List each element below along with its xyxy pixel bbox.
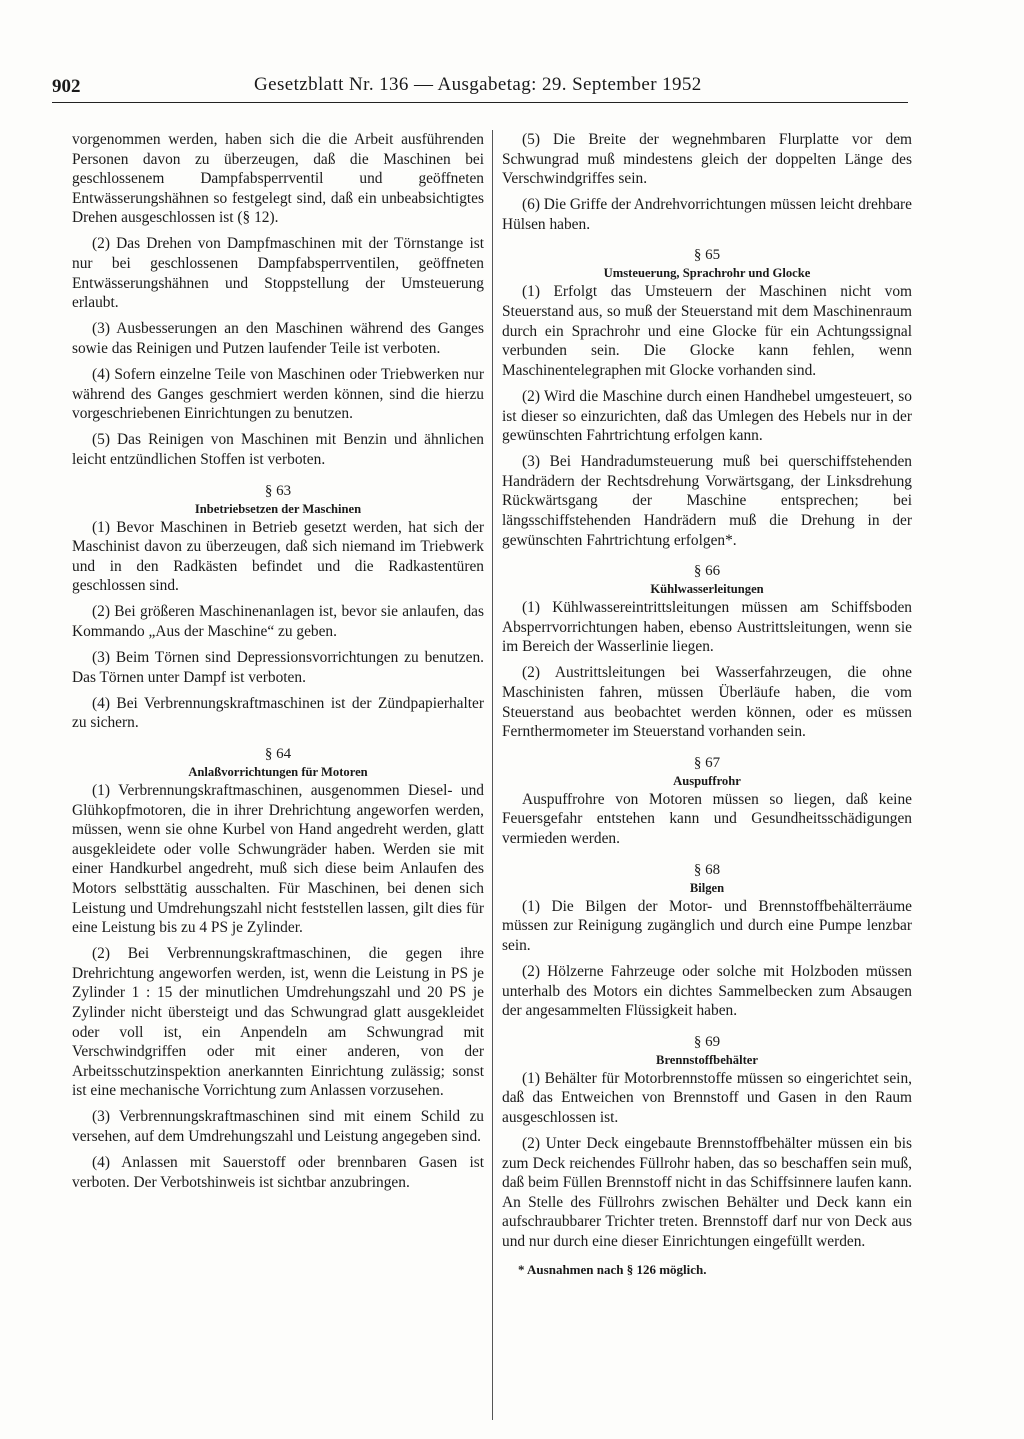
header-title: Gesetzblatt Nr. 136 — Ausgabetag: 29. September 1952 bbox=[254, 74, 702, 95]
paragraph: (2) Bei Verbrennungskraftmaschinen, die gegen ihre Drehrichtung angeworfen werden, ist, wenn die Leistung in PS je Zylinder 1 : 15 der minutlichen Umdrehungszahl und 20 PS je Zylinder nicht übersteigt und das Schwungrad glatt ausgekleidet oder voll ist, ein Anpendeln am Schwungrad mit Verschwindgriffen oder mit einer anderen, von der Arbeitsschutzinspektion anerkannten Einrichtung zulässig; sonst ist eine mechanische Vorrichtung zum Anlassen vorzusehen. bbox=[72, 945, 484, 1100]
right-column bbox=[502, 130, 912, 1279]
section-heading-65 bbox=[502, 246, 912, 281]
paragraph: (2) Wird die Maschine durch einen Handhebel umgesteuert, so ist dieser so einzurichten, daß das Umlegen des Hebels nur in der gewünschten Fahrtrichtung erfolgen kann. bbox=[502, 387, 912, 445]
paragraph: (4) Sofern einzelne Teile von Maschinen oder Triebwerken nur während des Ganges geschmiert werden können, sind die hierzu vorgeschriebenen Einrichtungen zu benutzen. bbox=[72, 366, 484, 423]
paragraph: (3) Verbrennungskraftmaschinen sind mit einem Schild zu versehen, auf dem Umdrehungszahl und Leistung angegeben sind. bbox=[72, 1108, 484, 1146]
paragraph: (1) Kühlwassereintrittsleitungen müssen am Schiffsboden Absperrvorrichtungen haben, ebenso Austrittsleitungen, wenn sie im Bereich der Wasserlinie liegen. bbox=[502, 599, 912, 656]
paragraph: (1) Bevor Maschinen in Betrieb gesetzt werden, hat sich der Maschinist davon zu überzeugen, daß sich niemand im Triebwerk und in den Radkästen befindet und die Radkastentüren geschlossen sind. bbox=[72, 518, 484, 595]
section-heading-67 bbox=[502, 754, 912, 789]
paragraph: (1) Behälter für Motorbrennstoffe müssen so eingerichtet sein, daß das Entweichen von Brennstoff und Gasen in den Raum ausgeschlossen ist. bbox=[502, 1069, 912, 1126]
left-column bbox=[72, 130, 484, 1199]
section-heading-64 bbox=[72, 745, 484, 780]
section-title: Brennstoffbehälter bbox=[656, 1052, 758, 1067]
paragraph: (6) Die Griffe der Andrehvorrichtungen müssen leicht drehbare Hülsen haben. bbox=[502, 196, 912, 233]
paragraph: (2) Das Drehen von Dampfmaschinen mit der Törnstange ist nur bei geschlossenen Dampfabsperrventilen, geöffneten Entwässerungshähnen und Stoppstellung der Umsteuerung erlaubt. bbox=[72, 235, 484, 312]
footnote: * Ausnahmen nach § 126 möglich. bbox=[518, 1261, 707, 1277]
section-heading-68 bbox=[502, 861, 912, 896]
paragraph: (2) Austrittsleitungen bei Wasserfahrzeugen, die ohne Maschinisten fahren, müssen Überläufe haben, die vom Steuerstand aus beobachtet werden können, oder es müssen Fernthermometer im Steuerstand vorhanden sein. bbox=[502, 664, 912, 741]
paragraph: (2) Bei größeren Maschinenanlagen ist, bevor sie anlaufen, das Kommando „Aus der Maschine“ zu geben. bbox=[72, 603, 484, 640]
page-number: 902 bbox=[52, 76, 81, 97]
section-number: § 68 bbox=[693, 861, 721, 878]
paragraph: (5) Die Breite der wegnehmbaren Flurplatte vor dem Schwungrad muß mindestens gleich der doppelten Länge des Verschwindgriffes sein. bbox=[502, 131, 912, 188]
paragraph: (3) Beim Törnen sind Depressionsvorrichtungen zu benutzen. Das Törnen unter Dampf ist verboten. bbox=[72, 649, 484, 686]
section-title: Bilgen bbox=[689, 880, 725, 895]
paragraph: (1) Verbrennungskraftmaschinen, ausgenommen Diesel- und Glühkopfmotoren, die in ihrer Drehrichtung angeworfen werden, müssen, wenn sie ohne Kurbel von Hand angedreht werden, glatt ausgekleidete oder volle Schwungräder haben. Werden sie mit einer Handkurbel angedreht, muß sich diese beim Anlaufen des Motors selbsttätig ausschalten. Für Maschinen, bei denen sich Leistung und Umdrehungszahl nicht feststellen lassen, gilt dies für eine Leistung bis zu 4 PS je Zylinder. bbox=[72, 781, 484, 937]
section-number: § 69 bbox=[693, 1033, 721, 1050]
paragraph: (1) Erfolgt das Umsteuern der Maschinen nicht vom Steuerstand aus, so muß der Steuerstand mit dem Maschinenraum durch ein Sprachrohr und eine Glocke für ein Achtungssignal verbunden sein. Die Glocke kann fehlen, wenn Maschinentelegraphen mit Glocke vorhanden sind. bbox=[502, 283, 912, 379]
section-number: § 63 bbox=[264, 482, 292, 499]
section-number: § 64 bbox=[264, 745, 292, 762]
paragraph: (2) Unter Deck eingebaute Brennstoffbehälter müssen ein bis zum Deck reichendes Füllrohr haben, das so beschaffen sein muß, daß beim Füllen Brennstoff nicht in das Schiffsinnere laufen kann. An Stelle des Füllrohrs zwischen Behälter und Deck kann ein aufschraubbarer Trichter treten. Brennstoff darf nur von Deck aus und nur durch eine dieser Einrichtungen eingefüllt werden. bbox=[502, 1134, 912, 1250]
section-number: § 67 bbox=[693, 754, 721, 771]
paragraph: (1) Die Bilgen der Motor- und Brennstoffbehälterräume müssen zur Reinigung zugänglich und durch eine Pumpe lenzbar sein. bbox=[502, 897, 912, 954]
paragraph: (2) Hölzerne Fahrzeuge oder solche mit Holzboden müssen unterhalb des Motors ein dichtes Sammelbecken zum Absaugen der angesammelten Flüssigkeit haben. bbox=[502, 962, 912, 1020]
paragraph: (4) Anlassen mit Sauerstoff oder brennbaren Gasen ist verboten. Der Verbotshinweis ist sichtbar anzubringen. bbox=[72, 1154, 484, 1191]
paragraph: (3) Ausbesserungen an den Maschinen während des Ganges sowie das Reinigen und Putzen laufender Teile ist verboten. bbox=[72, 320, 484, 357]
section-title: Umsteuerung, Sprachrohr und Glocke bbox=[603, 266, 811, 281]
section-heading-69 bbox=[502, 1033, 912, 1068]
section-title: Inbetriebsetzen der Maschinen bbox=[194, 501, 362, 516]
section-heading-63 bbox=[72, 482, 484, 517]
section-title: Anlaßvorrichtungen für Motoren bbox=[188, 764, 368, 779]
section-heading-66 bbox=[502, 562, 912, 597]
paragraph: (5) Das Reinigen von Maschinen mit Benzin und ähnlichen leicht entzündlichen Stoffen ist verboten. bbox=[72, 431, 484, 468]
section-number: § 65 bbox=[693, 247, 721, 264]
paragraph: (3) Bei Handradumsteuerung muß bei querschiffstehenden Handrädern der Rechtsdrehung Vorwärtsgang, der Linksdrehung Rückwärtsgang der Maschine entsprechen; bei längsschiffstehenden Handrädern muß die Drehung in der gewünschten Fahrtrichtung erfolgen*. bbox=[502, 453, 912, 549]
paragraph: Auspuffrohre von Motoren müssen so liegen, daß keine Feuersgefahr entstehen kann und Gesundheitsschädigungen vermieden werden. bbox=[502, 790, 912, 848]
paragraph: (4) Bei Verbrennungskraftmaschinen ist der Zündpapierhalter zu sichern. bbox=[72, 694, 484, 732]
section-title: Kühlwasserleitungen bbox=[650, 582, 764, 597]
section-number: § 66 bbox=[693, 563, 721, 580]
section-title: Auspuffrohr bbox=[673, 773, 741, 788]
paragraph: vorgenommen werden, haben sich die die Arbeit ausführenden Personen davon zu überzeugen, daß die Maschinen bei geschlossenem Dampfabsperrventil und geöffneten Entwässerungshähnen so festgelegt sind, daß ein unbeabsichtigtes Drehen ausgeschlossen ist (§ 12). bbox=[72, 131, 484, 227]
page-header bbox=[52, 72, 908, 103]
column-divider bbox=[492, 130, 493, 1420]
